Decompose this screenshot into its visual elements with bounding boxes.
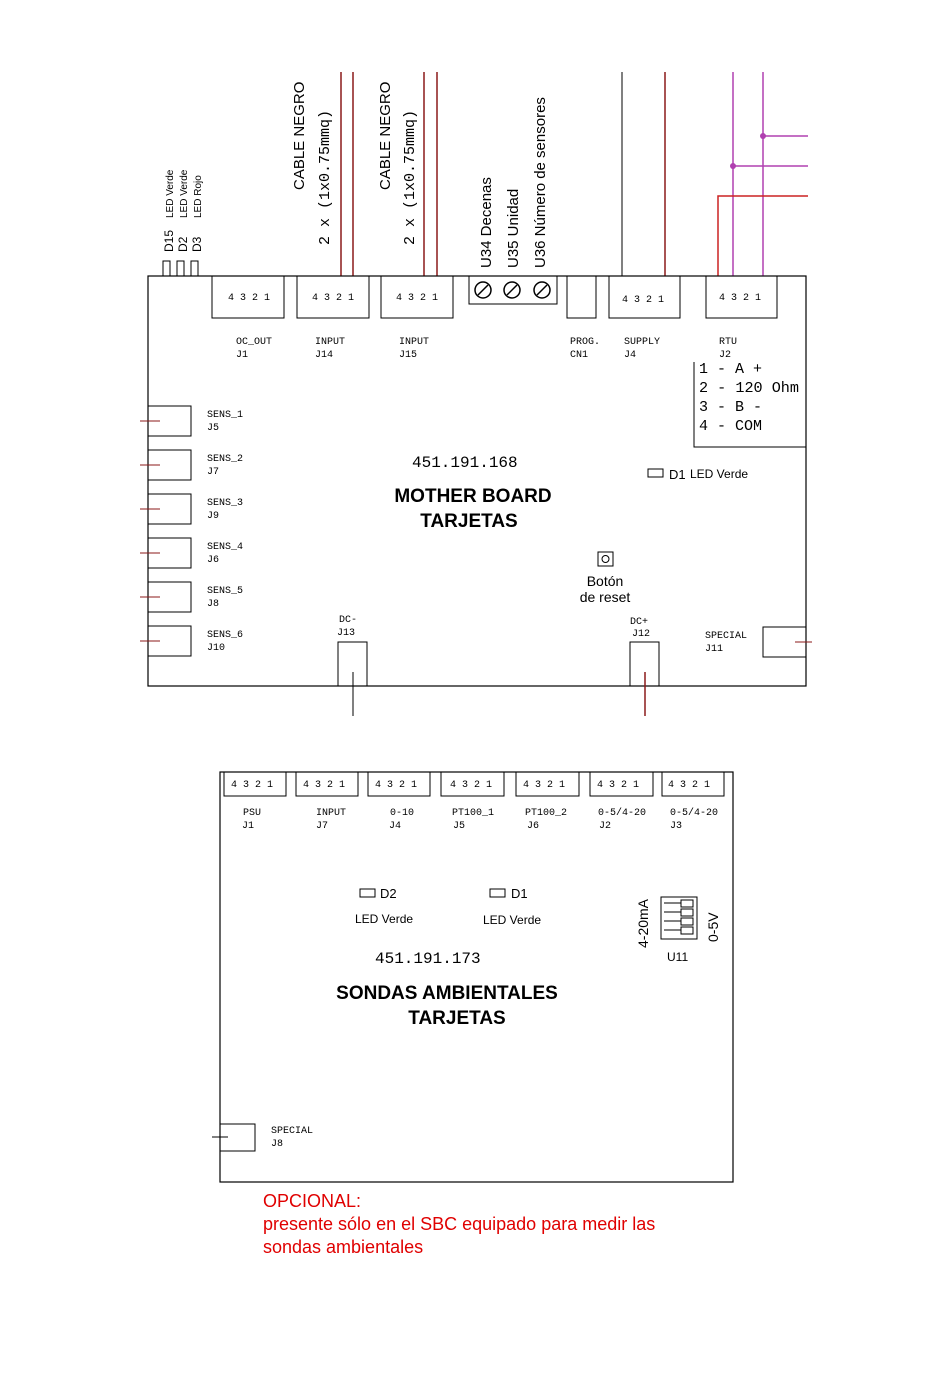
sens-6 (140, 626, 243, 656)
cable-label-2 (377, 82, 419, 245)
sondas-j4-ref: J4 (389, 821, 402, 832)
connector-j14-name: INPUT (315, 337, 346, 348)
sondas-j7-pins: 4 3 2 1 (303, 780, 346, 791)
rtu-junction-1 (760, 133, 766, 139)
sondas-j2-ref: J2 (599, 821, 612, 832)
cable-label-1 (291, 82, 334, 245)
sondas-j2-name: 0-5/4-20 (598, 808, 647, 819)
connector-j13-ref: J13 (337, 628, 356, 639)
optional-note (263, 1191, 655, 1257)
sens-6-ref: J10 (207, 643, 226, 654)
sondas-board-code: 451.191.173 (375, 950, 481, 968)
sens-1-ref: J5 (207, 423, 220, 434)
dip-ref: U11 (667, 950, 689, 964)
led-d2-label: LED Verde (179, 169, 190, 218)
sens-6-name: SENS_6 (207, 630, 244, 641)
connector-supply-j4 (609, 276, 680, 361)
reset-button-label-1: Botón (586, 573, 624, 589)
sondas-led-d2 (355, 886, 413, 926)
sondas-board (212, 772, 733, 1182)
connector-dc-minus (337, 615, 367, 716)
mother-board-title: MOTHER BOARD (394, 486, 552, 507)
connector-j15-name: INPUT (399, 337, 430, 348)
led-d15-id: D15 (162, 229, 176, 252)
led-d15-label: LED Verde (165, 169, 176, 218)
cable-1-name: CABLE NEGRO (291, 81, 308, 190)
connector-j12-name: DC+ (630, 617, 649, 628)
rtu-pin-1: 1 - A + (699, 361, 763, 378)
sens-5 (140, 582, 243, 612)
sondas-j6-name: PT100_2 (525, 808, 568, 819)
sondas-j5-name: PT100_1 (452, 808, 495, 819)
connector-j2-ref: J2 (719, 350, 732, 361)
connector-j14-ref: J14 (315, 350, 334, 361)
sens-2-ref: J7 (207, 467, 220, 478)
connector-input-j15 (381, 276, 453, 361)
cable-2-name: CABLE NEGRO (377, 81, 394, 190)
rotary-switch-u36-icon (534, 282, 550, 298)
rtu-wires (733, 72, 808, 276)
sondas-connector-special-j8 (212, 1124, 313, 1151)
led-d2-body (177, 261, 184, 276)
rotary-switches (469, 276, 557, 304)
connector-oc-out-ref: J1 (236, 350, 249, 361)
connector-special-j11 (705, 627, 812, 657)
led-d2-id: D2 (176, 236, 190, 252)
sondas-led-d1 (483, 886, 541, 927)
connector-oc-out (212, 276, 284, 361)
mother-board (140, 72, 812, 716)
cable-1-spec: 2 x (1x0.75mmq) (317, 109, 334, 245)
sondas-connector-input (296, 772, 358, 832)
sondas-led-d1-id: D1 (511, 886, 528, 901)
note-title: OPCIONAL: (263, 1191, 362, 1211)
connector-j13-name: DC- (339, 615, 358, 626)
switch-u36-label: U36 Número de sensores (532, 97, 549, 268)
sens-1 (140, 406, 243, 436)
led-d1-body (648, 469, 663, 477)
connector-cn1-name: PROG. (570, 337, 601, 348)
switch-u35-label: U35 Unidad (505, 188, 522, 268)
sondas-led-d1-body (490, 889, 505, 897)
sondas-connector-pt100-2 (516, 772, 579, 832)
sens-connectors (140, 406, 243, 656)
sondas-j3-ref: J3 (670, 821, 683, 832)
connector-rtu-j2 (706, 276, 777, 361)
sondas-connector-pt100-1 (441, 772, 504, 832)
connector-dc-plus (630, 617, 659, 716)
connector-j11-name: SPECIAL (705, 631, 748, 642)
connector-j15-ref: J15 (399, 350, 418, 361)
mother-board-subtitle: TARJETAS (420, 511, 518, 532)
sens-4 (140, 538, 243, 568)
sondas-led-d2-body (360, 889, 375, 897)
connector-j2-pins: 4 3 2 1 (719, 293, 762, 304)
connector-j12-ref: J12 (632, 629, 651, 640)
sens-2-name: SENS_2 (207, 454, 244, 465)
sondas-j4-pins: 4 3 2 1 (375, 780, 418, 791)
sondas-j3-pins: 4 3 2 1 (668, 780, 711, 791)
led-d3-label: LED Rojo (193, 175, 204, 218)
connector-oc-out-name: OC_OUT (236, 337, 273, 348)
sens-4-name: SENS_4 (207, 542, 244, 553)
sens-5-name: SENS_5 (207, 586, 244, 597)
reset-button (580, 552, 631, 605)
sondas-connector-psu (224, 772, 286, 832)
sondas-board-title: SONDAS AMBIENTALES (336, 983, 558, 1004)
dip-switch-levers (664, 900, 693, 934)
sondas-j3-name: 0-5/4-20 (670, 808, 719, 819)
connector-oc-out-pins: 4 3 2 1 (228, 293, 271, 304)
connector-input-j14 (297, 276, 369, 361)
sondas-j7-name: INPUT (316, 808, 347, 819)
rtu-pin-2: 2 - 120 Ohm (699, 380, 799, 397)
cable-2-spec: 2 x (1x0.75mmq) (402, 109, 419, 245)
sondas-j2-pins: 4 3 2 1 (597, 780, 640, 791)
sondas-j8-ref: J8 (271, 1139, 284, 1150)
connector-j2-name: RTU (719, 337, 738, 348)
sondas-j4-name: 0-10 (390, 808, 415, 819)
led-d1-id: D1 (669, 467, 686, 482)
connector-prog-cn1 (567, 276, 600, 361)
connector-j4-name: SUPPLY (624, 337, 661, 348)
note-line-2: sondas ambientales (263, 1237, 424, 1257)
led-d3-id: D3 (190, 236, 204, 252)
rotary-switch-labels (478, 97, 549, 268)
sondas-j1-pins: 4 3 2 1 (231, 780, 274, 791)
sens-3-name: SENS_3 (207, 498, 244, 509)
switch-u34-label: U34 Decenas (478, 177, 495, 268)
top-leds (162, 169, 204, 276)
sondas-j7-ref: J7 (316, 821, 329, 832)
mother-board-code: 451.191.168 (412, 454, 518, 472)
sondas-board-subtitle: TARJETAS (408, 1008, 506, 1029)
note-line-1: presente sólo en el SBC equipado para medir las (263, 1214, 656, 1234)
sondas-connector-j3 (662, 772, 724, 832)
connector-j15-pins: 4 3 2 1 (396, 293, 439, 304)
connector-j4-pins: 4 3 2 1 (622, 295, 665, 306)
connector-j14-pins: 4 3 2 1 (312, 293, 355, 304)
sondas-j1-ref: J1 (242, 821, 255, 832)
led-d15-body (163, 261, 170, 276)
sondas-j8-name: SPECIAL (271, 1126, 314, 1137)
sondas-j5-ref: J5 (453, 821, 466, 832)
rotary-switch-u34-icon (475, 282, 491, 298)
dip-switch-u11 (635, 897, 721, 964)
rtu-pin-legend (694, 361, 806, 447)
sens-3 (140, 494, 243, 524)
dip-left-label: 4-20mA (635, 898, 651, 948)
sens-5-ref: J8 (207, 599, 220, 610)
sens-3-ref: J9 (207, 511, 220, 522)
sens-1-name: SENS_1 (207, 410, 244, 421)
rtu-pin-4: 4 - COM (699, 418, 763, 435)
sondas-led-d2-id: D2 (380, 886, 397, 901)
sondas-j1-name: PSU (243, 808, 262, 819)
sondas-j6-ref: J6 (527, 821, 540, 832)
led-d3-body (191, 261, 198, 276)
sondas-connector-0-10 (368, 772, 430, 832)
sondas-j6-pins: 4 3 2 1 (523, 780, 566, 791)
rtu-pin-3: 3 - B - (699, 399, 763, 416)
sens-2 (140, 450, 243, 480)
led-d1-label: LED Verde (690, 467, 749, 481)
connector-j11-ref: J11 (705, 644, 724, 655)
reset-button-label-2: de reset (579, 589, 631, 605)
sondas-board-outline (220, 772, 733, 1182)
sondas-led-d1-label: LED Verde (483, 913, 542, 927)
reset-button-icon (598, 552, 613, 566)
sondas-led-d2-label: LED Verde (355, 912, 414, 926)
rotary-switch-u35-icon (504, 282, 520, 298)
led-d1 (648, 467, 748, 482)
rtu-junction-2 (730, 163, 736, 169)
sondas-connector-j2 (590, 772, 653, 832)
sens-4-ref: J6 (207, 555, 220, 566)
dip-right-label: 0-5V (705, 912, 721, 942)
connector-j4-ref: J4 (624, 350, 637, 361)
connector-cn1-ref: CN1 (570, 350, 589, 361)
sondas-j5-pins: 4 3 2 1 (450, 780, 493, 791)
